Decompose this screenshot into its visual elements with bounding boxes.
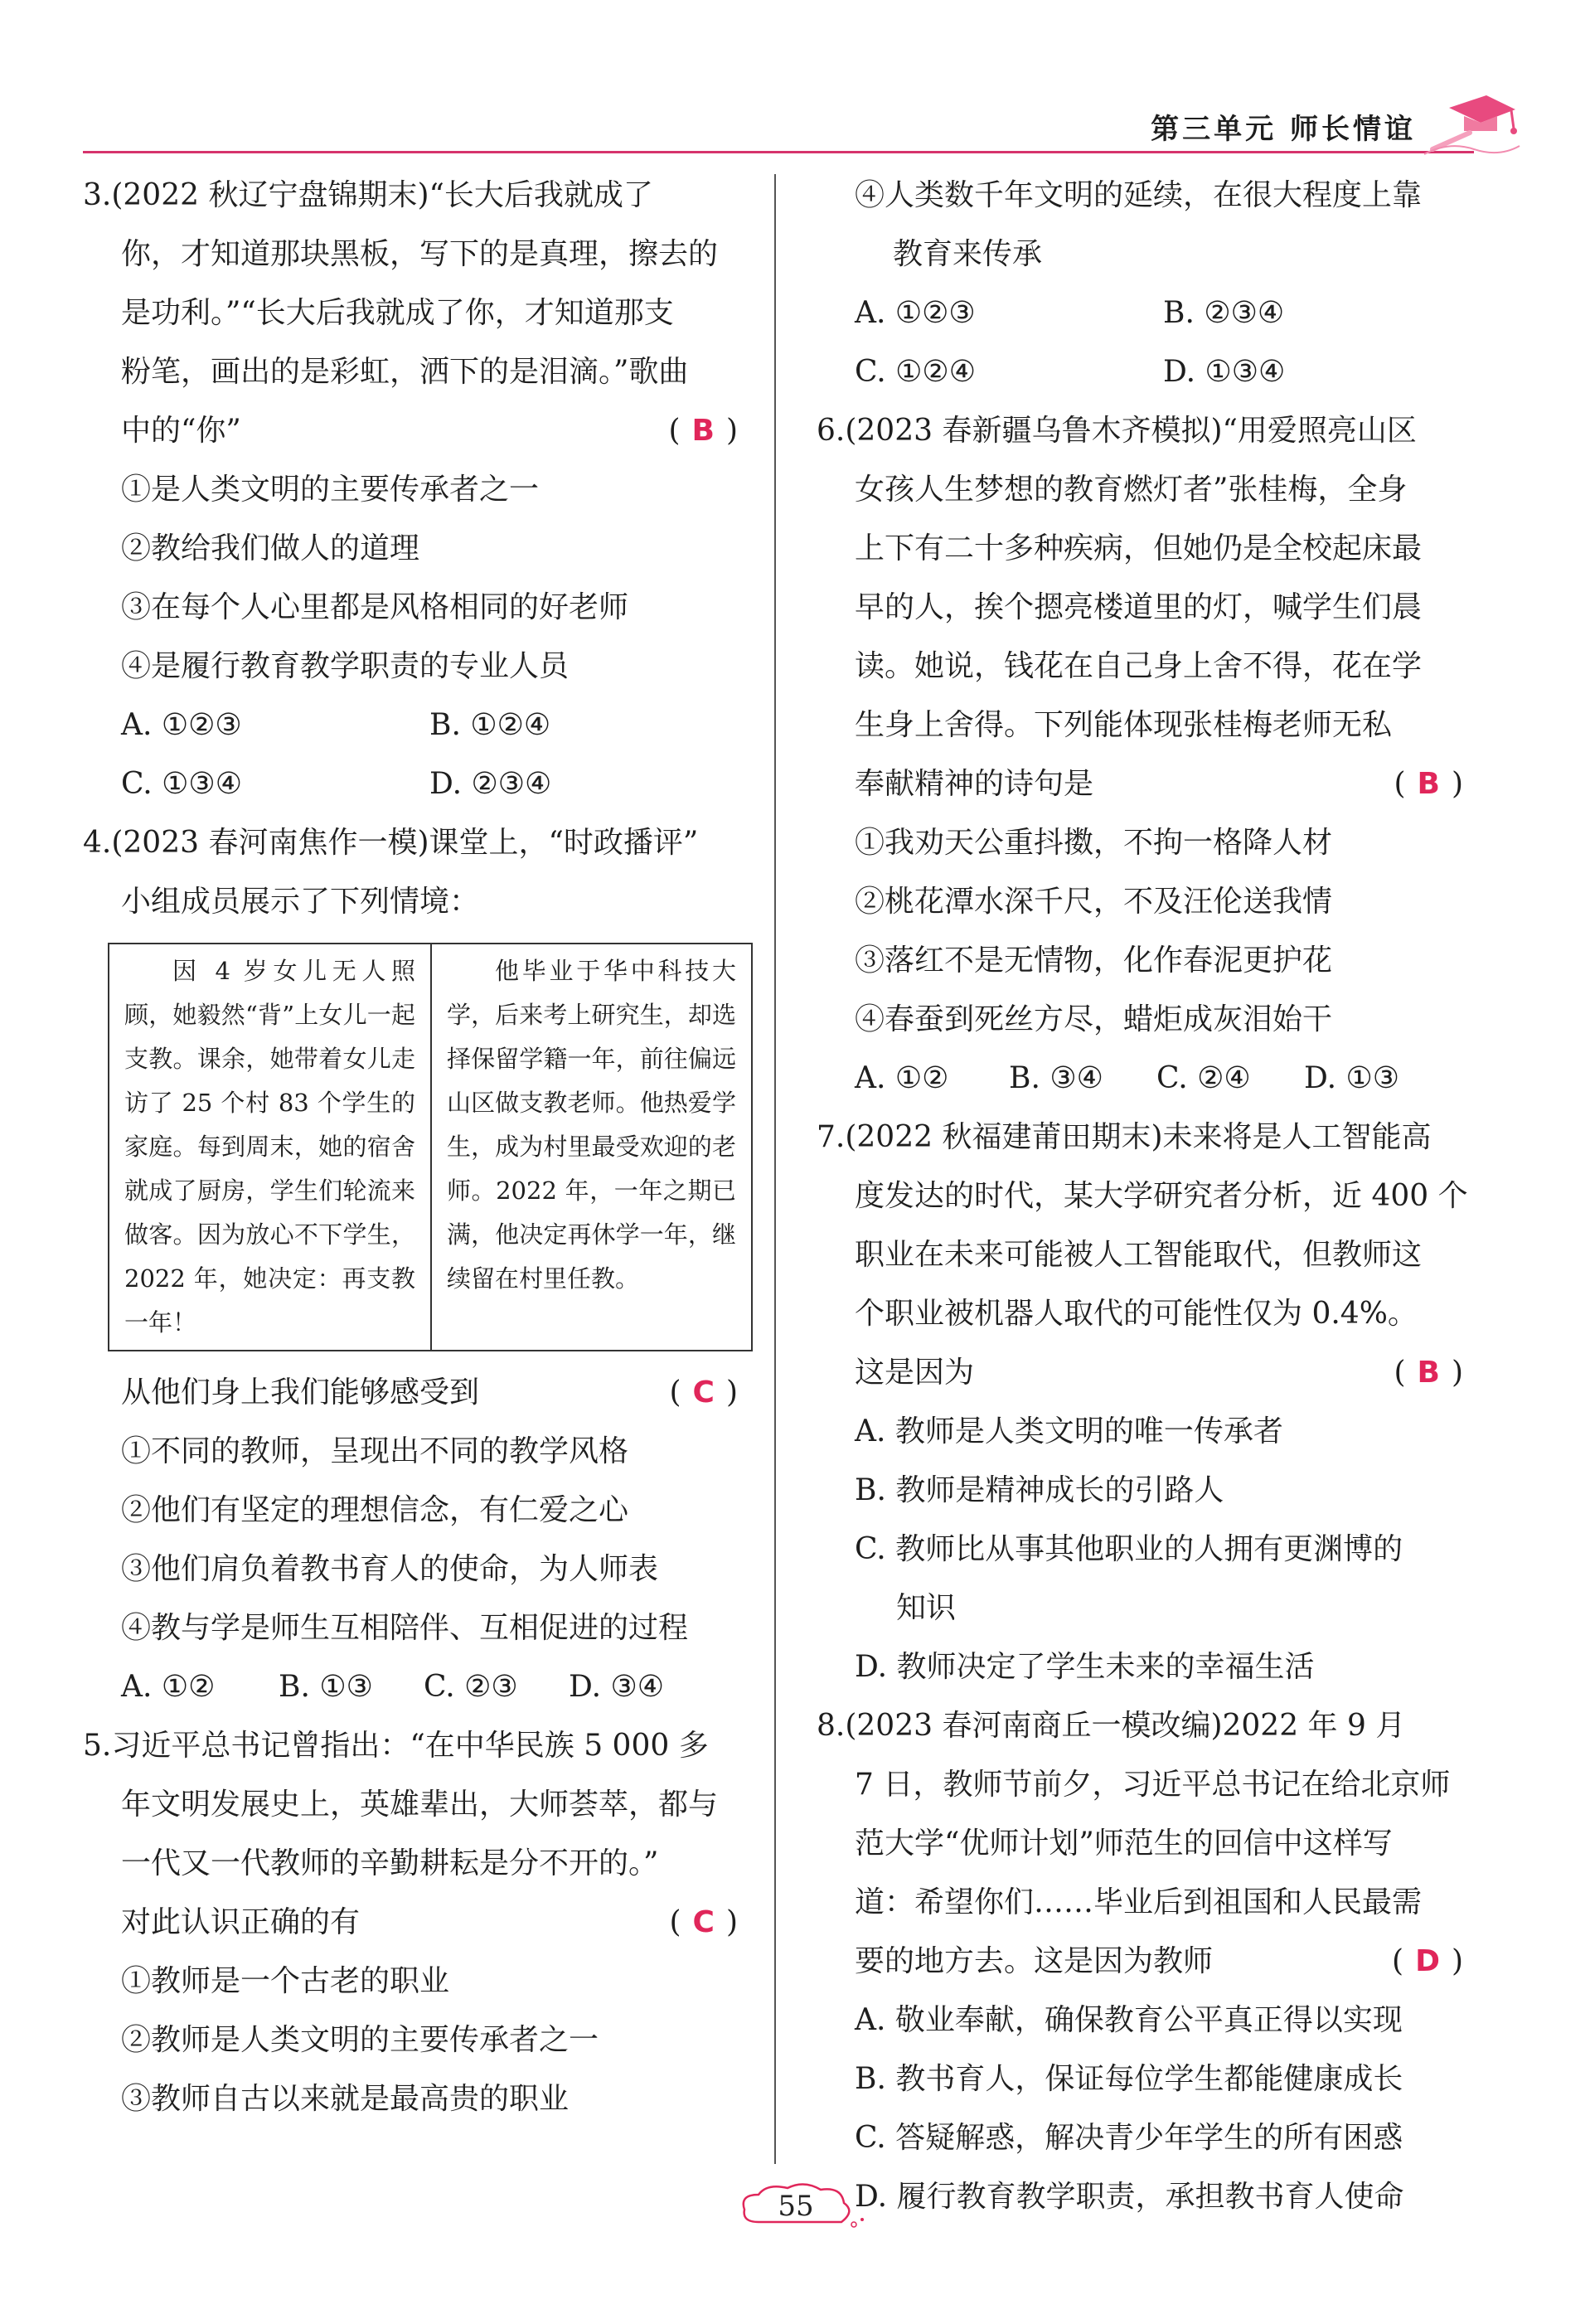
- question-6: [817, 401, 1471, 1108]
- question-7: [817, 1108, 1471, 1696]
- question-line: 范大学“优师计划”师范生的回信中这样写: [855, 1827, 1393, 1861]
- choice-item: B. 教师是精神成长的引路人: [855, 1473, 1224, 1507]
- answer-bracket: ( C ): [669, 1905, 738, 1939]
- choice-item: ①不同的教师，呈现出不同的教学风格: [121, 1434, 629, 1468]
- question-5-continued: [817, 166, 1471, 401]
- question-line: 7 日，教师节前夕，习近平总书记在给北京师: [855, 1768, 1451, 1802]
- question-line: [83, 1893, 746, 1952]
- option: D. ①③: [1304, 1061, 1400, 1095]
- question-line: [817, 1932, 1471, 1991]
- choice-item: ③他们肩负着教书育人的使命，为人师表: [121, 1552, 659, 1586]
- choice-item: A. 敬业奉献，确保教育公平真正得以实现: [855, 2003, 1403, 2037]
- options-row: [817, 284, 1471, 342]
- option: A. ①②: [121, 1670, 216, 1704]
- question-line: 女孩人生梦想的教育燃灯者”张桂梅，全身: [855, 473, 1408, 507]
- question-line: 年文明发展史上，英雄辈出，大师荟萃，都与: [121, 1788, 719, 1822]
- question-8: [817, 1696, 1471, 2226]
- option: D. ②③④: [429, 767, 552, 801]
- answer-letter: B: [1417, 767, 1440, 801]
- question-stem-end: 中的“你”: [121, 414, 241, 448]
- question-line: 6.(2023 春新疆乌鲁木齐模拟)“用爱照亮山区: [817, 414, 1417, 448]
- option: C. ①②④: [855, 355, 976, 389]
- option: C. ①③④: [121, 767, 242, 801]
- choice-item: A. 教师是人类文明的唯一传承者: [855, 1414, 1283, 1448]
- answer-bracket: ( B ): [668, 414, 738, 448]
- answer-bracket: ( C ): [669, 1375, 738, 1409]
- answer-letter: B: [1417, 1356, 1440, 1390]
- choice-item: ④春蚕到死丝方尽，蜡炬成灰泪始干: [855, 1002, 1333, 1036]
- question-line: 早的人，挨个摁亮楼道里的灯，喊学生们晨: [855, 590, 1423, 624]
- options-row: [83, 1657, 746, 1716]
- option: B. ②③④: [1163, 296, 1285, 330]
- question-line: 上下有二十多种疾病，但她仍是全校起床最: [855, 531, 1423, 565]
- choice-item: ②他们有坚定的理想信念，有仁爱之心: [121, 1493, 629, 1527]
- answer-letter: B: [691, 414, 715, 448]
- question-line: 3.(2022 秋辽宁盘锦期末)“长大后我就成了: [83, 178, 653, 212]
- choice-item: ①是人类文明的主要传承者之一: [121, 473, 540, 507]
- choice-item: ④教与学是师生互相陪伴、互相促进的过程: [121, 1611, 689, 1645]
- question-line: 小组成员展示了下列情境：: [121, 885, 480, 919]
- question-line: 5.习近平总书记曾指出：“在中华民族 5 000 多: [83, 1729, 709, 1763]
- question-line: 是功利。”“长大后我就成了你，才知道那支: [121, 296, 674, 330]
- choice-item: ②桃花潭水深千尺，不及汪伦送我情: [855, 885, 1333, 919]
- question-4: [83, 813, 746, 1716]
- option: D. ③④: [569, 1670, 665, 1704]
- option: D. ①③④: [1163, 355, 1286, 389]
- choice-item: ①教师是一个古老的职业: [121, 1964, 450, 1998]
- option: B. ①②④: [429, 708, 551, 742]
- choice-item: ③落红不是无情物，化作春泥更护花: [855, 944, 1333, 978]
- choice-item: ①我劝天公重抖擞，不拘一格降人材: [855, 826, 1333, 860]
- options-row: [83, 696, 746, 754]
- question-line: 度发达的时代，某大学研究者分析，近 400 个: [855, 1179, 1468, 1213]
- question-line: 8.(2023 春河南商丘一模改编)2022 年 9 月: [817, 1709, 1406, 1743]
- question-3: [83, 166, 746, 813]
- column-divider: [774, 174, 776, 2164]
- question-line: 7.(2022 秋福建莆田期末)未来将是人工智能高: [817, 1120, 1432, 1154]
- question-stem-end: 这是因为: [855, 1356, 975, 1390]
- choice-item: ④人类数千年文明的延续，在很大程度上靠: [855, 178, 1423, 212]
- header-rule: [83, 151, 1474, 153]
- question-line: [83, 401, 746, 460]
- right-column: [817, 166, 1471, 2226]
- question-stem-end: 要的地方去。这是因为教师: [855, 1944, 1214, 1978]
- question-line: 一代又一代教师的辛勤耕耘是分不开的。”: [121, 1846, 659, 1880]
- question-line: 生身上舍得。下列能体现张桂梅老师无私: [855, 708, 1393, 742]
- choice-item: C. 教师比从事其他职业的人拥有更渊博的: [855, 1532, 1403, 1566]
- graduation-cap-pencil-icon: [1424, 83, 1524, 158]
- question-stem-end: 从他们身上我们能够感受到: [121, 1375, 480, 1409]
- options-row: [817, 1049, 1471, 1108]
- scenario-table: [108, 943, 753, 1351]
- choice-item: ②教给我们做人的道理: [121, 531, 420, 565]
- question-line: [817, 1343, 1471, 1402]
- question-line: 4.(2023 春河南焦作一模)课堂上，“时政播评”: [83, 826, 699, 860]
- question-line: 粉笔，画出的是彩虹，洒下的是泪滴。”歌曲: [121, 355, 689, 389]
- option: A. ①②: [855, 1061, 949, 1095]
- question-line: 职业在未来可能被人工智能取代，但教师这: [855, 1238, 1423, 1272]
- question-line: 个职业被机器人取代的可能性仅为 0.4%。: [855, 1297, 1418, 1331]
- choice-item: B. 教书育人，保证每位学生都能健康成长: [855, 2062, 1403, 2096]
- answer-bracket: ( D ): [1392, 1944, 1463, 1978]
- page-number: 55: [778, 2190, 814, 2223]
- answer-letter: C: [692, 1905, 715, 1939]
- answer-bracket: ( B ): [1394, 1356, 1463, 1390]
- question-line: [83, 1363, 746, 1422]
- options-row: [817, 342, 1471, 401]
- page-header: [83, 83, 1524, 158]
- unit-title: 第三单元 师长情谊: [1151, 113, 1416, 146]
- choice-item: D. 教师决定了学生未来的幸福生活: [855, 1650, 1315, 1684]
- option: C. ②③: [424, 1670, 518, 1704]
- question-stem-end: 对此认识正确的有: [121, 1905, 361, 1939]
- choice-item: ④是履行教育教学职责的专业人员: [121, 649, 570, 683]
- answer-letter: C: [692, 1375, 715, 1409]
- page-number-badge: [721, 2176, 870, 2234]
- scenario-text: 因 4 岁女儿无人照顾，她毅然“背”上女儿一起支教。课余，她带着女儿走访了 25 个村 83 个学生的家庭。每到周末，她的宿舍就成了厨房，学生们轮流来做客。因为放心不下学生，2022 年，她决定：再支教一年！: [124, 957, 415, 1337]
- scenario-text: 他毕业于华中科技大学，后来考上研究生，却选择保留学籍一年，前往偏远山区做支教老师。他热爱学生，成为村里最受欢迎的老师。2022 年，一年之期已满，他决定再休学一年，继续留在村里任教。: [447, 957, 736, 1293]
- answer-letter: D: [1415, 1944, 1440, 1978]
- question-line: 读。她说，钱花在自己身上舍不得，花在学: [855, 649, 1423, 683]
- question-5: [83, 1716, 746, 2128]
- option: A. ①②③: [855, 296, 976, 330]
- choice-item: C. 答疑解惑，解决青少年学生的所有困惑: [855, 2121, 1403, 2155]
- choice-item: ③教师自古以来就是最高贵的职业: [121, 2082, 570, 2116]
- choice-item: 知识: [896, 1591, 957, 1625]
- option: A. ①②③: [121, 708, 242, 742]
- left-column: [83, 166, 746, 2128]
- choice-item: ②教师是人类文明的主要传承者之一: [121, 2023, 599, 2057]
- option: B. ③④: [1009, 1061, 1103, 1095]
- options-row: [83, 754, 746, 813]
- choice-item: ③在每个人心里都是风格相同的好老师: [121, 590, 629, 624]
- answer-bracket: ( B ): [1394, 767, 1463, 801]
- option: B. ①③: [279, 1670, 373, 1704]
- question-stem-end: 奉献精神的诗句是: [855, 767, 1094, 801]
- question-line: 道：希望你们……毕业后到祖国和人民最需: [855, 1885, 1423, 1919]
- scenario-cell-right: [430, 944, 751, 1350]
- choice-item: D. 履行教育教学职责，承担教书育人使命: [855, 2180, 1404, 2214]
- option: C. ②④: [1156, 1061, 1251, 1095]
- question-line: 你，才知道那块黑板，写下的是真理，擦去的: [121, 237, 719, 271]
- question-line: [817, 754, 1471, 813]
- scenario-cell-left: [109, 944, 430, 1350]
- choice-item: 教育来传承: [893, 237, 1043, 271]
